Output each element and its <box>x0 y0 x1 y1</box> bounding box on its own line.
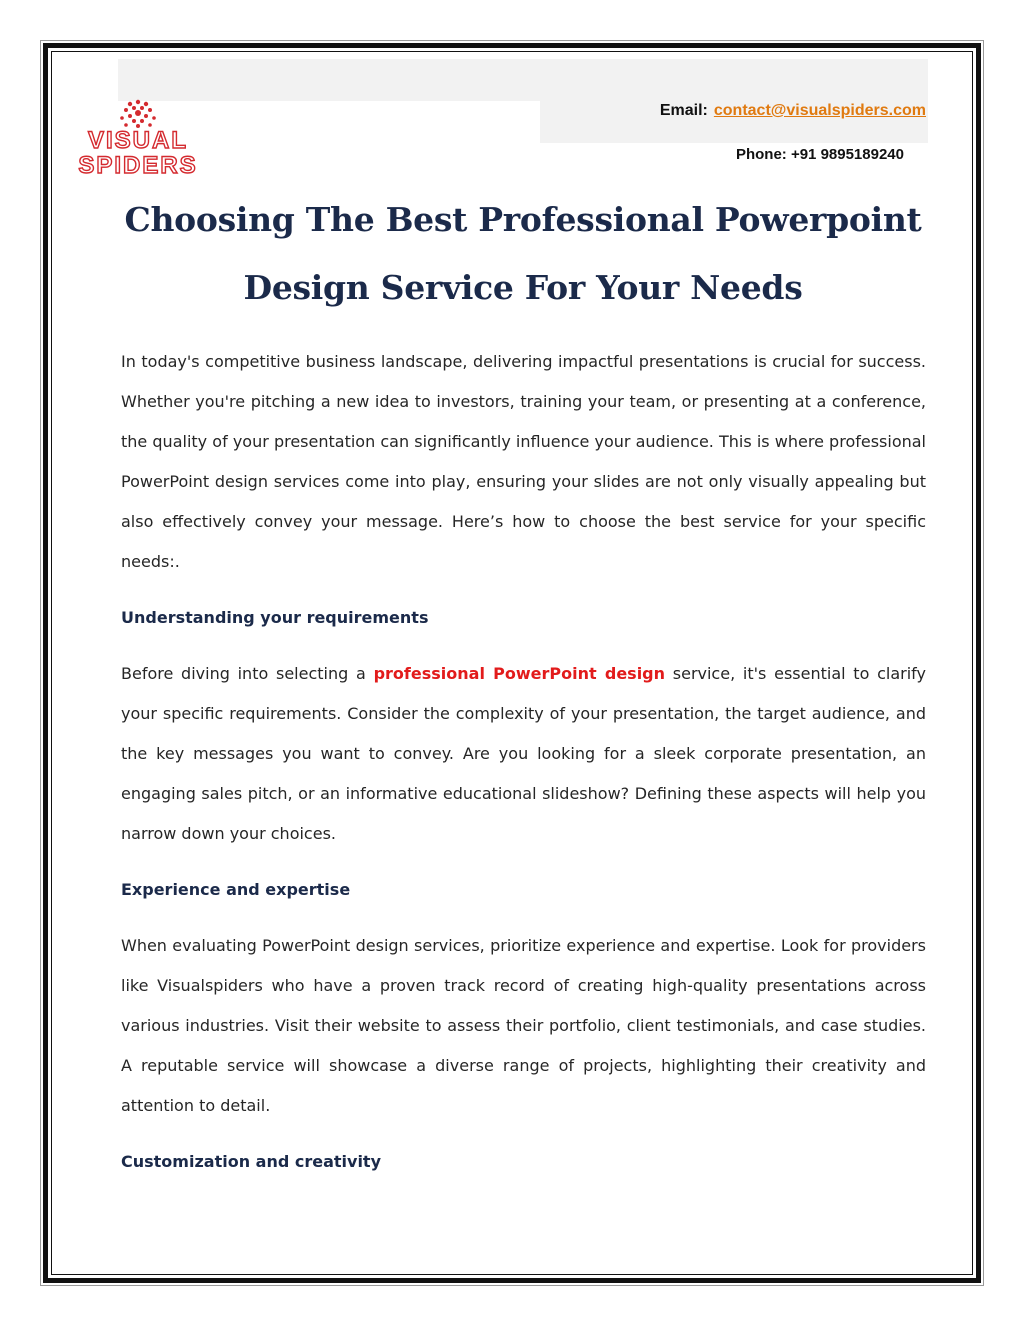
requirements-text-start: Before diving into selecting a <box>121 664 374 683</box>
contact-email <box>660 102 926 120</box>
logo-text-line2: SPIDERS <box>78 152 198 179</box>
spider-icon <box>120 100 156 128</box>
intro-paragraph: In today's competitive business landscape, delivering impactful presentations is crucial for success. Whether you're pitching a new idea to investors, training your team, or presenting at a conference, the quality of your presentation can significantly influence your audience. This is where professional PowerPoint design services come into play, ensuring your slides are not only visually appealing but also effectively convey your message. Here’s how to choose the best service for your specific needs:. <box>121 352 926 571</box>
section-heading-experience: Experience and expertise <box>121 880 351 899</box>
experience-paragraph: When evaluating PowerPoint design services, prioritize experience and expertise. Look for providers like Visualspiders who have a proven track record of creating high-quality presentations across various industries. Visit their website to assess their portfolio, client testimonials, and case studies. A reputable service will showcase a diverse range of projects, highlighting their creativity and attention to detail. <box>121 936 926 1115</box>
title-line-2: Design Service For Your Needs <box>243 268 803 307</box>
page-title <box>118 186 928 322</box>
requirements-text-rest: service, it's essential to clarify your specific requirements. Consider the complexity of your presentation, the target audience, and the key messages you want to convey. Are you looking for a sleek corporate presentation, an engaging sales pitch, or an informative educational slideshow? Defining these aspects will help you narrow down your choices. <box>121 664 926 843</box>
section-heading-requirements: Understanding your requirements <box>121 608 429 627</box>
professional-design-link[interactable]: professional PowerPoint design <box>373 664 666 683</box>
logo-text-line1: VISUAL <box>87 127 189 154</box>
email-label: Email: <box>659 102 708 119</box>
header-band <box>118 59 928 101</box>
title-line-1: Choosing The Best Professional Powerpoint <box>124 200 922 239</box>
requirements-paragraph <box>121 654 926 854</box>
contact-phone: Phone: +91 9895189240 <box>735 146 904 163</box>
article-body <box>121 342 926 1182</box>
section-heading-customization: Customization and creativity <box>121 1152 382 1171</box>
email-link[interactable]: contact@visualspiders.com <box>713 102 926 119</box>
visual-spiders-logo <box>78 96 204 180</box>
